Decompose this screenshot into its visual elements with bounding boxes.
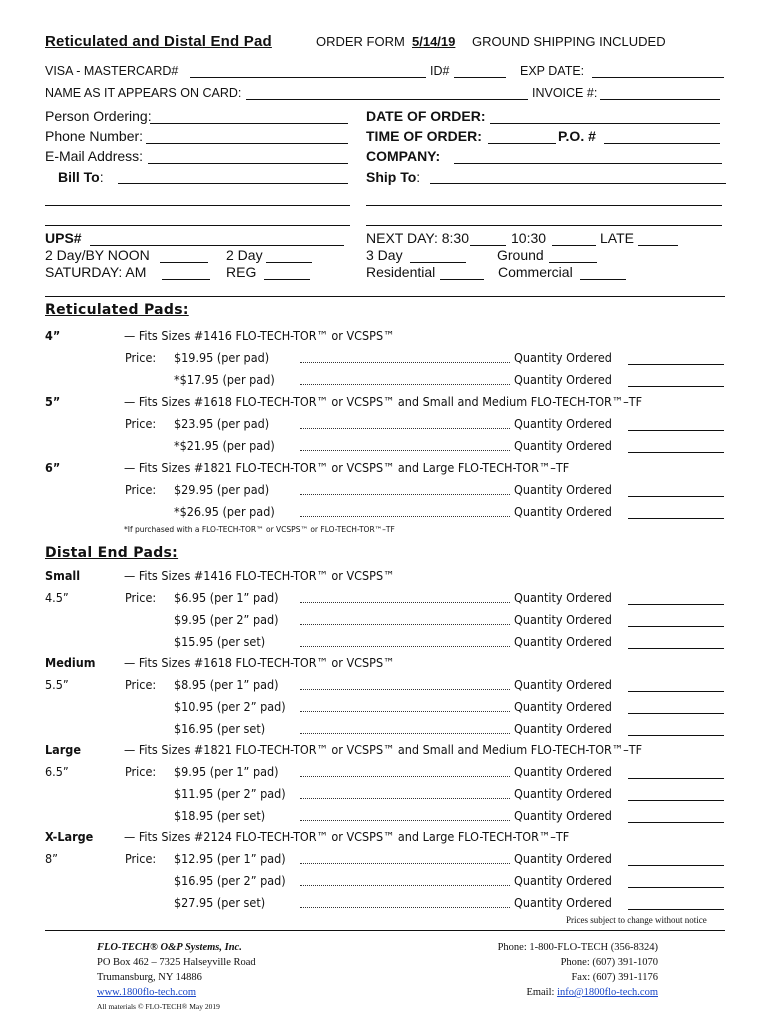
distal-name: X-Large (45, 829, 94, 844)
invoice-field[interactable] (600, 99, 720, 100)
price-value: $27.95 (per set) (174, 895, 266, 910)
quantity-field[interactable] (628, 626, 724, 627)
dot-leader (300, 602, 510, 603)
two-day-noon-field[interactable] (160, 262, 208, 263)
quantity-label: Quantity Ordered (514, 438, 612, 453)
card-number-field[interactable] (190, 77, 426, 78)
company-field[interactable] (454, 163, 722, 164)
three-day-field[interactable] (410, 262, 466, 263)
dot-leader (300, 494, 510, 495)
bill-to-label: Bill To: (58, 169, 104, 185)
reticulated-heading: Reticulated Pads: (45, 302, 189, 318)
quantity-field[interactable] (628, 430, 724, 431)
quantity-label: Quantity Ordered (514, 372, 612, 387)
email-label: E-Mail Address: (45, 148, 144, 164)
price-value: $10.95 (per 2” pad) (174, 699, 286, 714)
reticulated-size: 6” (45, 460, 61, 475)
po-label: P.O. # (558, 128, 596, 144)
person-ordering-field[interactable] (150, 123, 348, 124)
order-form-label: ORDER FORM (316, 34, 405, 49)
po-field[interactable] (604, 143, 720, 144)
ship-to-field[interactable] (430, 183, 726, 184)
form-date: 5/14/19 (412, 34, 456, 49)
dot-leader (300, 428, 510, 429)
date-of-order-field[interactable] (490, 123, 720, 124)
bill-to-line-2[interactable] (45, 205, 350, 206)
dot-leader (300, 384, 510, 385)
email-field[interactable] (148, 163, 348, 164)
distal-name: Small (45, 568, 81, 583)
price-value: $6.95 (per 1” pad) (174, 590, 279, 605)
two-day-noon-label: 2 Day/BY NOON (45, 247, 150, 263)
price-value: $23.95 (per pad) (174, 416, 270, 431)
email-link[interactable]: info@1800flo-tech.com (557, 987, 658, 998)
price-label: Price: (125, 677, 157, 692)
quantity-field[interactable] (628, 452, 724, 453)
quantity-field[interactable] (628, 386, 724, 387)
fits-text: Fits Sizes #1416 FLO-TECH-TOR™ or VCSPS™ (138, 328, 395, 343)
copyright: All materials © FLO-TECH® May 2019 (97, 1002, 220, 1011)
quantity-field[interactable] (628, 800, 724, 801)
price-value: $9.95 (per 2” pad) (174, 612, 279, 627)
quantity-field[interactable] (628, 604, 724, 605)
three-day-label: 3 Day (366, 247, 403, 263)
distal-fits: — Fits Sizes #1416 FLO-TECH-TOR™ or VCSPS™ (124, 568, 395, 583)
shipping-note: GROUND SHIPPING INCLUDED (472, 34, 666, 49)
residential-label: Residential (366, 264, 436, 280)
time-of-order-field[interactable] (488, 143, 556, 144)
quantity-label: Quantity Ordered (514, 677, 612, 692)
price-value: $19.95 (per pad) (174, 350, 270, 365)
quantity-label: Quantity Ordered (514, 764, 612, 779)
dot-leader (300, 689, 510, 690)
ship-to-label: Ship To: (366, 169, 421, 185)
distal-fits: — Fits Sizes #2124 FLO-TECH-TOR™ or VCSPS™ and Large FLO-TECH-TOR™–TF (124, 829, 570, 844)
dot-leader (300, 863, 510, 864)
quantity-field[interactable] (628, 822, 724, 823)
email-contact: Email: info@1800flo-tech.com (526, 987, 658, 998)
distal-size: 6.5” (45, 764, 69, 779)
ups-field[interactable] (90, 245, 344, 246)
quantity-field[interactable] (628, 496, 724, 497)
reticulated-fits: — Fits Sizes #1416 FLO-TECH-TOR™ or VCSPS™ (124, 328, 395, 343)
price-value: *$21.95 (per pad) (174, 438, 275, 453)
quantity-field[interactable] (628, 518, 724, 519)
quantity-label: Quantity Ordered (514, 350, 612, 365)
reticulated-fits: — Fits Sizes #1821 FLO-TECH-TOR™ or VCSPS™ and Large FLO-TECH-TOR™–TF (124, 460, 570, 475)
quantity-field[interactable] (628, 887, 724, 888)
price-value: $11.95 (per 2” pad) (174, 786, 286, 801)
address-line-2: Trumansburg, NY 14886 (97, 972, 202, 983)
next-day-1030-label: 10:30 (511, 230, 547, 246)
ship-to-line-3[interactable] (366, 225, 722, 226)
dot-leader (300, 450, 510, 451)
id-field[interactable] (454, 77, 506, 78)
commercial-label: Commercial (498, 264, 573, 280)
time-of-order-label: TIME OF ORDER: (366, 128, 482, 144)
price-label: Price: (125, 590, 157, 605)
quantity-label: Quantity Ordered (514, 416, 612, 431)
quantity-field[interactable] (628, 865, 724, 866)
address-line-1: PO Box 462 – 7325 Halseyville Road (97, 957, 256, 968)
late-label: LATE (600, 230, 634, 246)
quantity-label: Quantity Ordered (514, 590, 612, 605)
distal-size: 5.5” (45, 677, 69, 692)
quantity-label: Quantity Ordered (514, 786, 612, 801)
footer-divider (45, 930, 725, 931)
price-value: $15.95 (per set) (174, 634, 266, 649)
date-of-order-label: DATE OF ORDER: (366, 108, 486, 124)
price-value: $16.95 (per set) (174, 721, 266, 736)
ship-to-line-2[interactable] (366, 205, 722, 206)
price-value: $9.95 (per 1” pad) (174, 764, 279, 779)
ground-label: Ground (497, 247, 544, 263)
quantity-label: Quantity Ordered (514, 851, 612, 866)
fits-text: Fits Sizes #1821 FLO-TECH-TOR™ or VCSPS™ and Small and Medium FLO-TECH-TOR™–TF (138, 742, 643, 757)
fax: Fax: (607) 391-1176 (571, 972, 658, 983)
saturday-field[interactable] (162, 279, 210, 280)
price-value: *$26.95 (per pad) (174, 504, 275, 519)
fits-text: Fits Sizes #1618 FLO-TECH-TOR™ or VCSPS™ (138, 655, 395, 670)
name-on-card-field[interactable] (246, 99, 528, 100)
quantity-label: Quantity Ordered (514, 873, 612, 888)
quantity-label: Quantity Ordered (514, 504, 612, 519)
form-title: Reticulated and Distal End Pad (45, 33, 272, 50)
price-label: Price: (125, 416, 157, 431)
quantity-label: Quantity Ordered (514, 721, 612, 736)
quantity-field[interactable] (628, 778, 724, 779)
distal-heading: Distal End Pads: (45, 545, 179, 561)
quantity-field[interactable] (628, 735, 724, 736)
dot-leader (300, 776, 510, 777)
ground-field[interactable] (549, 262, 597, 263)
next-day-label: NEXT DAY: 8:30 (366, 230, 469, 246)
price-note: Prices subject to change without notice (566, 915, 707, 925)
dot-leader (300, 516, 510, 517)
dot-leader (300, 907, 510, 908)
quantity-label: Quantity Ordered (514, 895, 612, 910)
fits-text: Fits Sizes #1618 FLO-TECH-TOR™ or VCSPS™ and Small and Medium FLO-TECH-TOR™–TF (138, 394, 643, 409)
commercial-field[interactable] (580, 279, 626, 280)
id-label: ID# (430, 64, 450, 78)
phone-field[interactable] (146, 143, 348, 144)
price-value: $16.95 (per 2” pad) (174, 873, 286, 888)
fits-text: Fits Sizes #1416 FLO-TECH-TOR™ or VCSPS™ (138, 568, 395, 583)
late-field[interactable] (638, 245, 678, 246)
dot-leader (300, 733, 510, 734)
website-link[interactable]: www.1800flo-tech.com (97, 987, 197, 998)
price-label: Price: (125, 350, 157, 365)
reticulated-size: 4” (45, 328, 61, 343)
distal-fits: — Fits Sizes #1618 FLO-TECH-TOR™ or VCSPS™ (124, 655, 395, 670)
company-label: COMPANY: (366, 148, 441, 164)
distal-size: 8” (45, 851, 58, 866)
dot-leader (300, 820, 510, 821)
next-day-1030-field[interactable] (552, 245, 596, 246)
two-day-label: 2 Day (226, 247, 263, 263)
reg-field[interactable] (264, 279, 310, 280)
price-value: $18.95 (per set) (174, 808, 266, 823)
dot-leader (300, 646, 510, 647)
bill-to-line-3[interactable] (45, 225, 350, 226)
dot-leader (300, 885, 510, 886)
residential-field[interactable] (440, 279, 484, 280)
saturday-label: SATURDAY: AM (45, 264, 147, 280)
quantity-field[interactable] (628, 364, 724, 365)
phone-local: Phone: (607) 391-1070 (560, 957, 658, 968)
two-day-field[interactable] (266, 262, 312, 263)
quantity-label: Quantity Ordered (514, 612, 612, 627)
reg-label: REG (226, 264, 257, 280)
bill-to-field[interactable] (118, 183, 348, 184)
company-name: FLO-TECH® O&P Systems, Inc. (97, 942, 242, 953)
price-label: Price: (125, 851, 157, 866)
dot-leader (300, 624, 510, 625)
price-label: Price: (125, 482, 157, 497)
phone-tollfree: Phone: 1-800-FLO-TECH (356-8324) (497, 942, 658, 953)
price-label: Price: (125, 764, 157, 779)
exp-date-field[interactable] (592, 77, 724, 78)
invoice-label: INVOICE #: (532, 86, 598, 100)
quantity-label: Quantity Ordered (514, 482, 612, 497)
dot-leader (300, 711, 510, 712)
quantity-field[interactable] (628, 909, 724, 910)
reticulated-size: 5” (45, 394, 61, 409)
quantity-field[interactable] (628, 648, 724, 649)
person-ordering-label: Person Ordering: (45, 108, 152, 124)
phone-label: Phone Number: (45, 128, 144, 144)
exp-date-label: EXP DATE: (520, 64, 585, 78)
price-value: $12.95 (per 1” pad) (174, 851, 286, 866)
next-day-830-field[interactable] (470, 245, 506, 246)
distal-fits: — Fits Sizes #1821 FLO-TECH-TOR™ or VCSPS™ and Small and Medium FLO-TECH-TOR™–TF (124, 742, 643, 757)
price-value: $8.95 (per 1” pad) (174, 677, 279, 692)
name-on-card-label: NAME AS IT APPEARS ON CARD: (45, 86, 242, 100)
distal-name: Large (45, 742, 81, 757)
reticulated-note: *If purchased with a FLO-TECH-TOR™ or VCSPS™ or FLO-TECH-TOR™–TF (124, 525, 395, 534)
card-number-label: VISA - MASTERCARD# (45, 64, 179, 78)
fits-text: Fits Sizes #1821 FLO-TECH-TOR™ or VCSPS™ and Large FLO-TECH-TOR™–TF (138, 460, 570, 475)
quantity-label: Quantity Ordered (514, 699, 612, 714)
dot-leader (300, 362, 510, 363)
quantity-label: Quantity Ordered (514, 808, 612, 823)
section-divider (45, 296, 725, 297)
quantity-field[interactable] (628, 691, 724, 692)
dot-leader (300, 798, 510, 799)
ups-label: UPS# (45, 230, 82, 246)
price-value: *$17.95 (per pad) (174, 372, 275, 387)
fits-text: Fits Sizes #2124 FLO-TECH-TOR™ or VCSPS™ and Large FLO-TECH-TOR™–TF (138, 829, 570, 844)
distal-name: Medium (45, 655, 96, 670)
price-value: $29.95 (per pad) (174, 482, 270, 497)
distal-size: 4.5” (45, 590, 69, 605)
quantity-label: Quantity Ordered (514, 634, 612, 649)
reticulated-fits: — Fits Sizes #1618 FLO-TECH-TOR™ or VCSPS™ and Small and Medium FLO-TECH-TOR™–TF (124, 394, 643, 409)
quantity-field[interactable] (628, 713, 724, 714)
